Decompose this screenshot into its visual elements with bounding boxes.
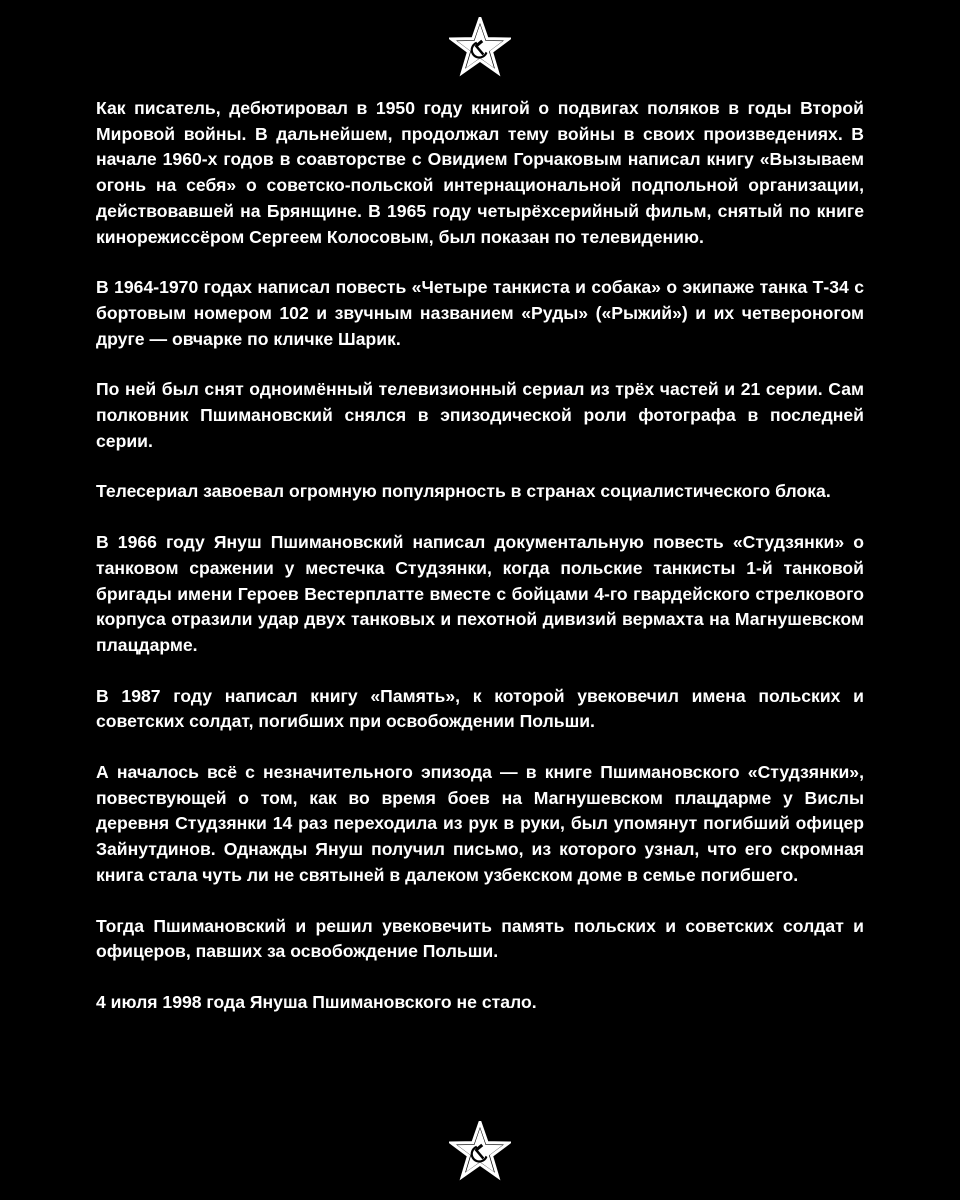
article-body	[96, 96, 864, 1016]
paragraph: 4 июля 1998 года Януша Пшимановского не стало.	[96, 991, 537, 1012]
paragraph: В 1964-1970 годах написал повесть «Четыре танкиста и собака» о экипаже танка Т-34 с бортовым номером 102 и звучным названием «Руды» («Рыжий») и их четвероногом друге — овчарке по кличке Шарик.	[96, 277, 864, 349]
paragraph: Телесериал завоевал огромную популярность в странах социалистического блока.	[96, 481, 831, 502]
paragraph: В 1987 году написал книгу «Память», к которой увековечил имена польских и советских солдат, погибших при освобождении Польши.	[96, 685, 864, 732]
paragraph: Как писатель, дебютировал в 1950 году книгой о подвигах поляков в годы Второй Мировой войны. В дальнейшем, продолжал тему войны в своих произведениях. В начале 1960-х годов в соавторстве с Овидием Горчаковым написал книгу «Вызываем огонь на себя» о советско-польской интернациональной подпольной организации, действовавшей на Брянщине. В 1965 году четырёхсерийный фильм, снятый по книге кинорежиссёром Сергеем Колосовым, был показан по телевидению.	[96, 98, 864, 247]
star-hammer-sickle-icon	[449, 1121, 511, 1183]
star-hammer-sickle-icon	[449, 17, 511, 79]
paragraph: Тогда Пшимановский и решил увековечить память польских и советских солдат и офицеров, павших за освобождение Польши.	[96, 915, 864, 962]
paragraph: По ней был снят одноимённый телевизионный сериал из трёх частей и 21 серии. Сам полковник Пшимановский снялся в эпизодической роли фотографа в последней серии.	[96, 379, 864, 451]
paragraph: А началось всё с незначительного эпизода — в книге Пшимановского «Студзянки», повествующей о том, как во время боев на Магнушевском плацдарме у Вислы деревня Студзянки 14 раз переходила из рук в руки, был упомянут погибший офицер Зайнутдинов. Однажды Януш получил письмо, из которого узнал, что его скромная книга стала чуть ли не святыней в далеком узбекском доме в семье погибшего.	[96, 762, 864, 885]
paragraph: В 1966 году Януш Пшимановский написал документальную повесть «Студзянки» о танковом сражении у местечка Студзянки, когда польские танкисты 1-й танковой бригады имени Героев Вестерплатте вместе с бойцами 4-го гвардейского стрелкового корпуса отразили удар двух танковых и пехотной дивизий вермахта на Магнушевском плацдарме.	[96, 532, 864, 655]
